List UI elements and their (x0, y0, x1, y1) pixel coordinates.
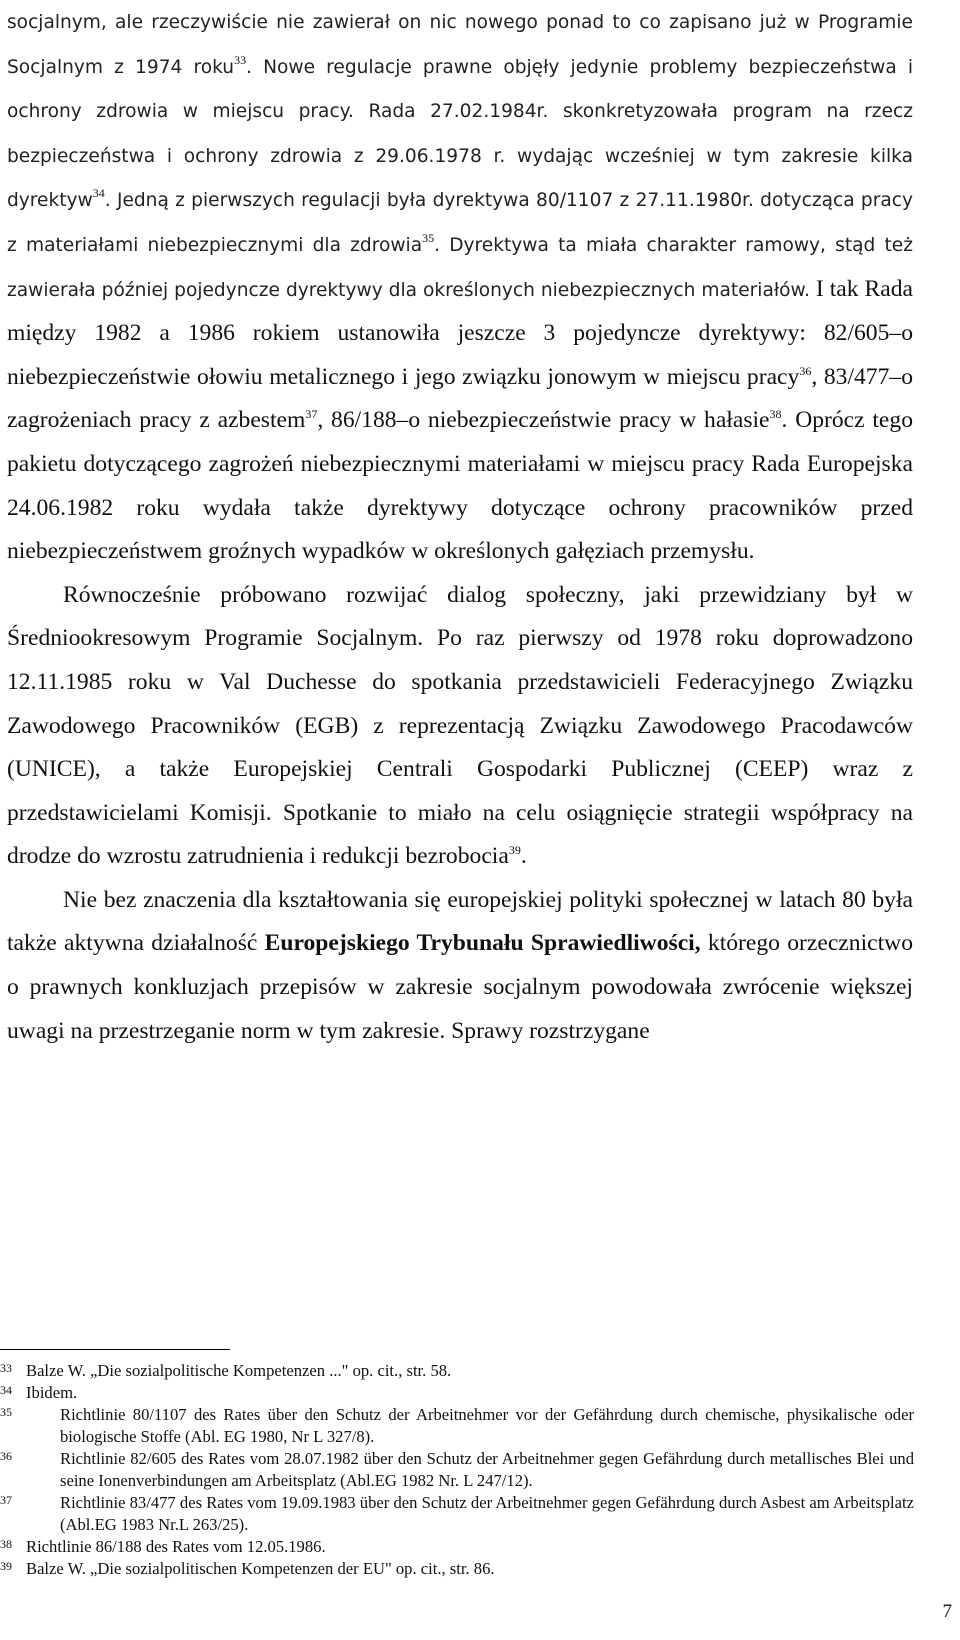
sans-line: socjalnym, ale rzeczywiście nie zawierał on nic nowego ponad to co zapisano już w (7, 12, 818, 33)
footnotes (0, 1360, 914, 1580)
footnote-number: 34 (0, 1383, 12, 1397)
sans-line: bezpieczeństwa i ochrony zdrowia w miejscu pracy. Rada 27.02.1984r. (7, 56, 913, 123)
paragraph-2-text: Równocześnie próbowano rozwijać dialog społeczny, jaki przewidziany był w Średniookresowym Programie Socjalnym. Po raz pierwszy od 1978 roku doprowadzono 12.11.1985 roku w Val Duchesse do spotkania przedstawicieli Federacyjnego Związku Zawodowego Pracowników (EGB) z reprezentacją Związku Zawodowego Pracodawców (UNICE), a także Europejskiej Centrali Gospodarki Publicznej (CEEP) wraz z przedstawicielami Komisji. Spotkanie to miało na celu osiągnięcie strategii współpracy na drodze do wzrostu zatrudnienia i redukcji bezrobocia (7, 581, 913, 870)
paragraph-2 (7, 574, 913, 879)
footnote-ref-39[interactable]: 39 (508, 843, 521, 858)
sans-line: . Nowe regulacje prawne objęły jedynie problemy (246, 56, 749, 78)
serif-continuation: I tak Rada między 1982 a 1986 rokiem ustanowiła jeszcze 3 pojedyncze dyrektywy: 82/605–o niebezpieczeństwie ołowiu metalicznego i jego związku jonowym w miejscu pracy (7, 275, 913, 390)
page-number: 7 (942, 1601, 952, 1622)
sans-line: wydając wcześniej w tym zakresie kilka dyrektyw (7, 145, 913, 212)
text-after-36: , 83/477–o zagrożeniach pracy z azbestem (7, 363, 913, 434)
footnote-ref-34[interactable]: 34 (92, 186, 105, 201)
footnote-number: 39 (0, 1559, 12, 1573)
paragraph-3 (7, 879, 913, 1053)
bold-court-name: Europejskiego Trybunału Sprawiedliwości, (264, 930, 701, 957)
footnote-number: 37 (0, 1493, 12, 1507)
footnote-text: Balze W. „Die sozialpolitischen Kompetenzen der EU" op. cit., str. 86. (26, 1559, 495, 1578)
sans-line: skonkretyzowała program na rzecz bezpieczeństwa i ochrony zdrowia z 29.06.1978 r. (7, 101, 913, 167)
footnote-text: Balze W. „Die sozialpolitische Kompetenzen ..." op. cit., str. 58. (26, 1361, 452, 1380)
paragraph-1 (7, 0, 913, 574)
footnote (0, 1492, 914, 1536)
footnote-text: Richtlinie 86/188 des Rates vom 12.05.1986. (26, 1537, 326, 1556)
paragraph-3-before: Nie bez znaczenia dla kształtowania się europejskiej polityki społecznej w latach 80 była także aktywna działalność (7, 886, 913, 957)
sans-line: dyrektywa 80/1107 z 27.11.1980r. dotycząca pracy z materiałami niebezpiecznymi dla (7, 190, 913, 256)
footnote-text: Richtlinie 83/477 des Rates vom 19.09.1983 über den Schutz der Arbeitnehmer gegen Gefährdung durch Asbest am Arbeitsplatz (Abl.EG 1983 Nr.L 263/25). (60, 1493, 914, 1534)
sans-line: zdrowia (350, 234, 423, 256)
footnote-ref-38[interactable]: 38 (769, 407, 782, 422)
sans-line: Programie Socjalnym z 1974 roku (7, 12, 913, 78)
footnote (0, 1382, 914, 1404)
footnote (0, 1404, 914, 1448)
sans-line: . Jedną z pierwszych regulacji była (104, 190, 433, 212)
footnote (0, 1536, 914, 1558)
footnote-number: 33 (0, 1361, 12, 1375)
sans-line: dyrektywy dla określonych niebezpiecznych materiałów. (285, 279, 810, 301)
footnote-ref-37[interactable]: 37 (305, 407, 318, 422)
footnote-ref-35[interactable]: 35 (422, 230, 435, 245)
body-text (7, 0, 913, 1053)
text-after-38: . Oprócz tego pakietu dotyczącego zagrożeń niebezpiecznymi materiałami w miejscu pracy Rada Europejska 24.06.1982 roku wydała także dyrektywy dotyczące ochrony pracowników przed niebezpieczeństwem groźnych wypadków w określonych gałęziach przemysłu. (7, 407, 913, 565)
footnote-ref-36[interactable]: 36 (799, 363, 812, 378)
footnote-separator (0, 1349, 230, 1350)
paragraph-2-end: . (520, 843, 527, 870)
footnote (0, 1360, 914, 1382)
footnote (0, 1558, 914, 1580)
footnote-number: 36 (0, 1449, 12, 1463)
footnote-number: 38 (0, 1537, 12, 1551)
footnote-text: Richtlinie 82/605 des Rates vom 28.07.1982 über den Schutz der Arbeitnehmer gegen Gefährdung durch metallisches Blei und seine Ionenverbindungen am Arbeitsplatz (Abl.EG 1982 Nr. L 247/12). (60, 1449, 914, 1490)
footnote-text: Richtlinie 80/1107 des Rates über den Schutz der Arbeitnehmer vor der Gefährdung durch chemische, physikalische oder biologische Stoffe (Abl. EG 1980, Nr L 327/8). (60, 1405, 914, 1446)
sans-line: . Dyrektywa ta miała charakter ramowy, stąd też zawierała później pojedyncze (7, 234, 914, 301)
footnote (0, 1448, 914, 1492)
footnote-ref-33[interactable]: 33 (234, 52, 247, 67)
footnote-number: 35 (0, 1405, 12, 1419)
footnote-text: Ibidem. (26, 1383, 78, 1402)
text-after-37: , 86/188–o niebezpieczeństwie pracy w hałasie (317, 407, 770, 434)
paragraph-3-after: którego orzecznictwo o prawnych konkluzjach przepisów w zakresie socjalnym powodowała zwrócenie większej uwagi na przestrzeganie norm w tym zakresie. Sprawy rozstrzygane (7, 930, 913, 1044)
